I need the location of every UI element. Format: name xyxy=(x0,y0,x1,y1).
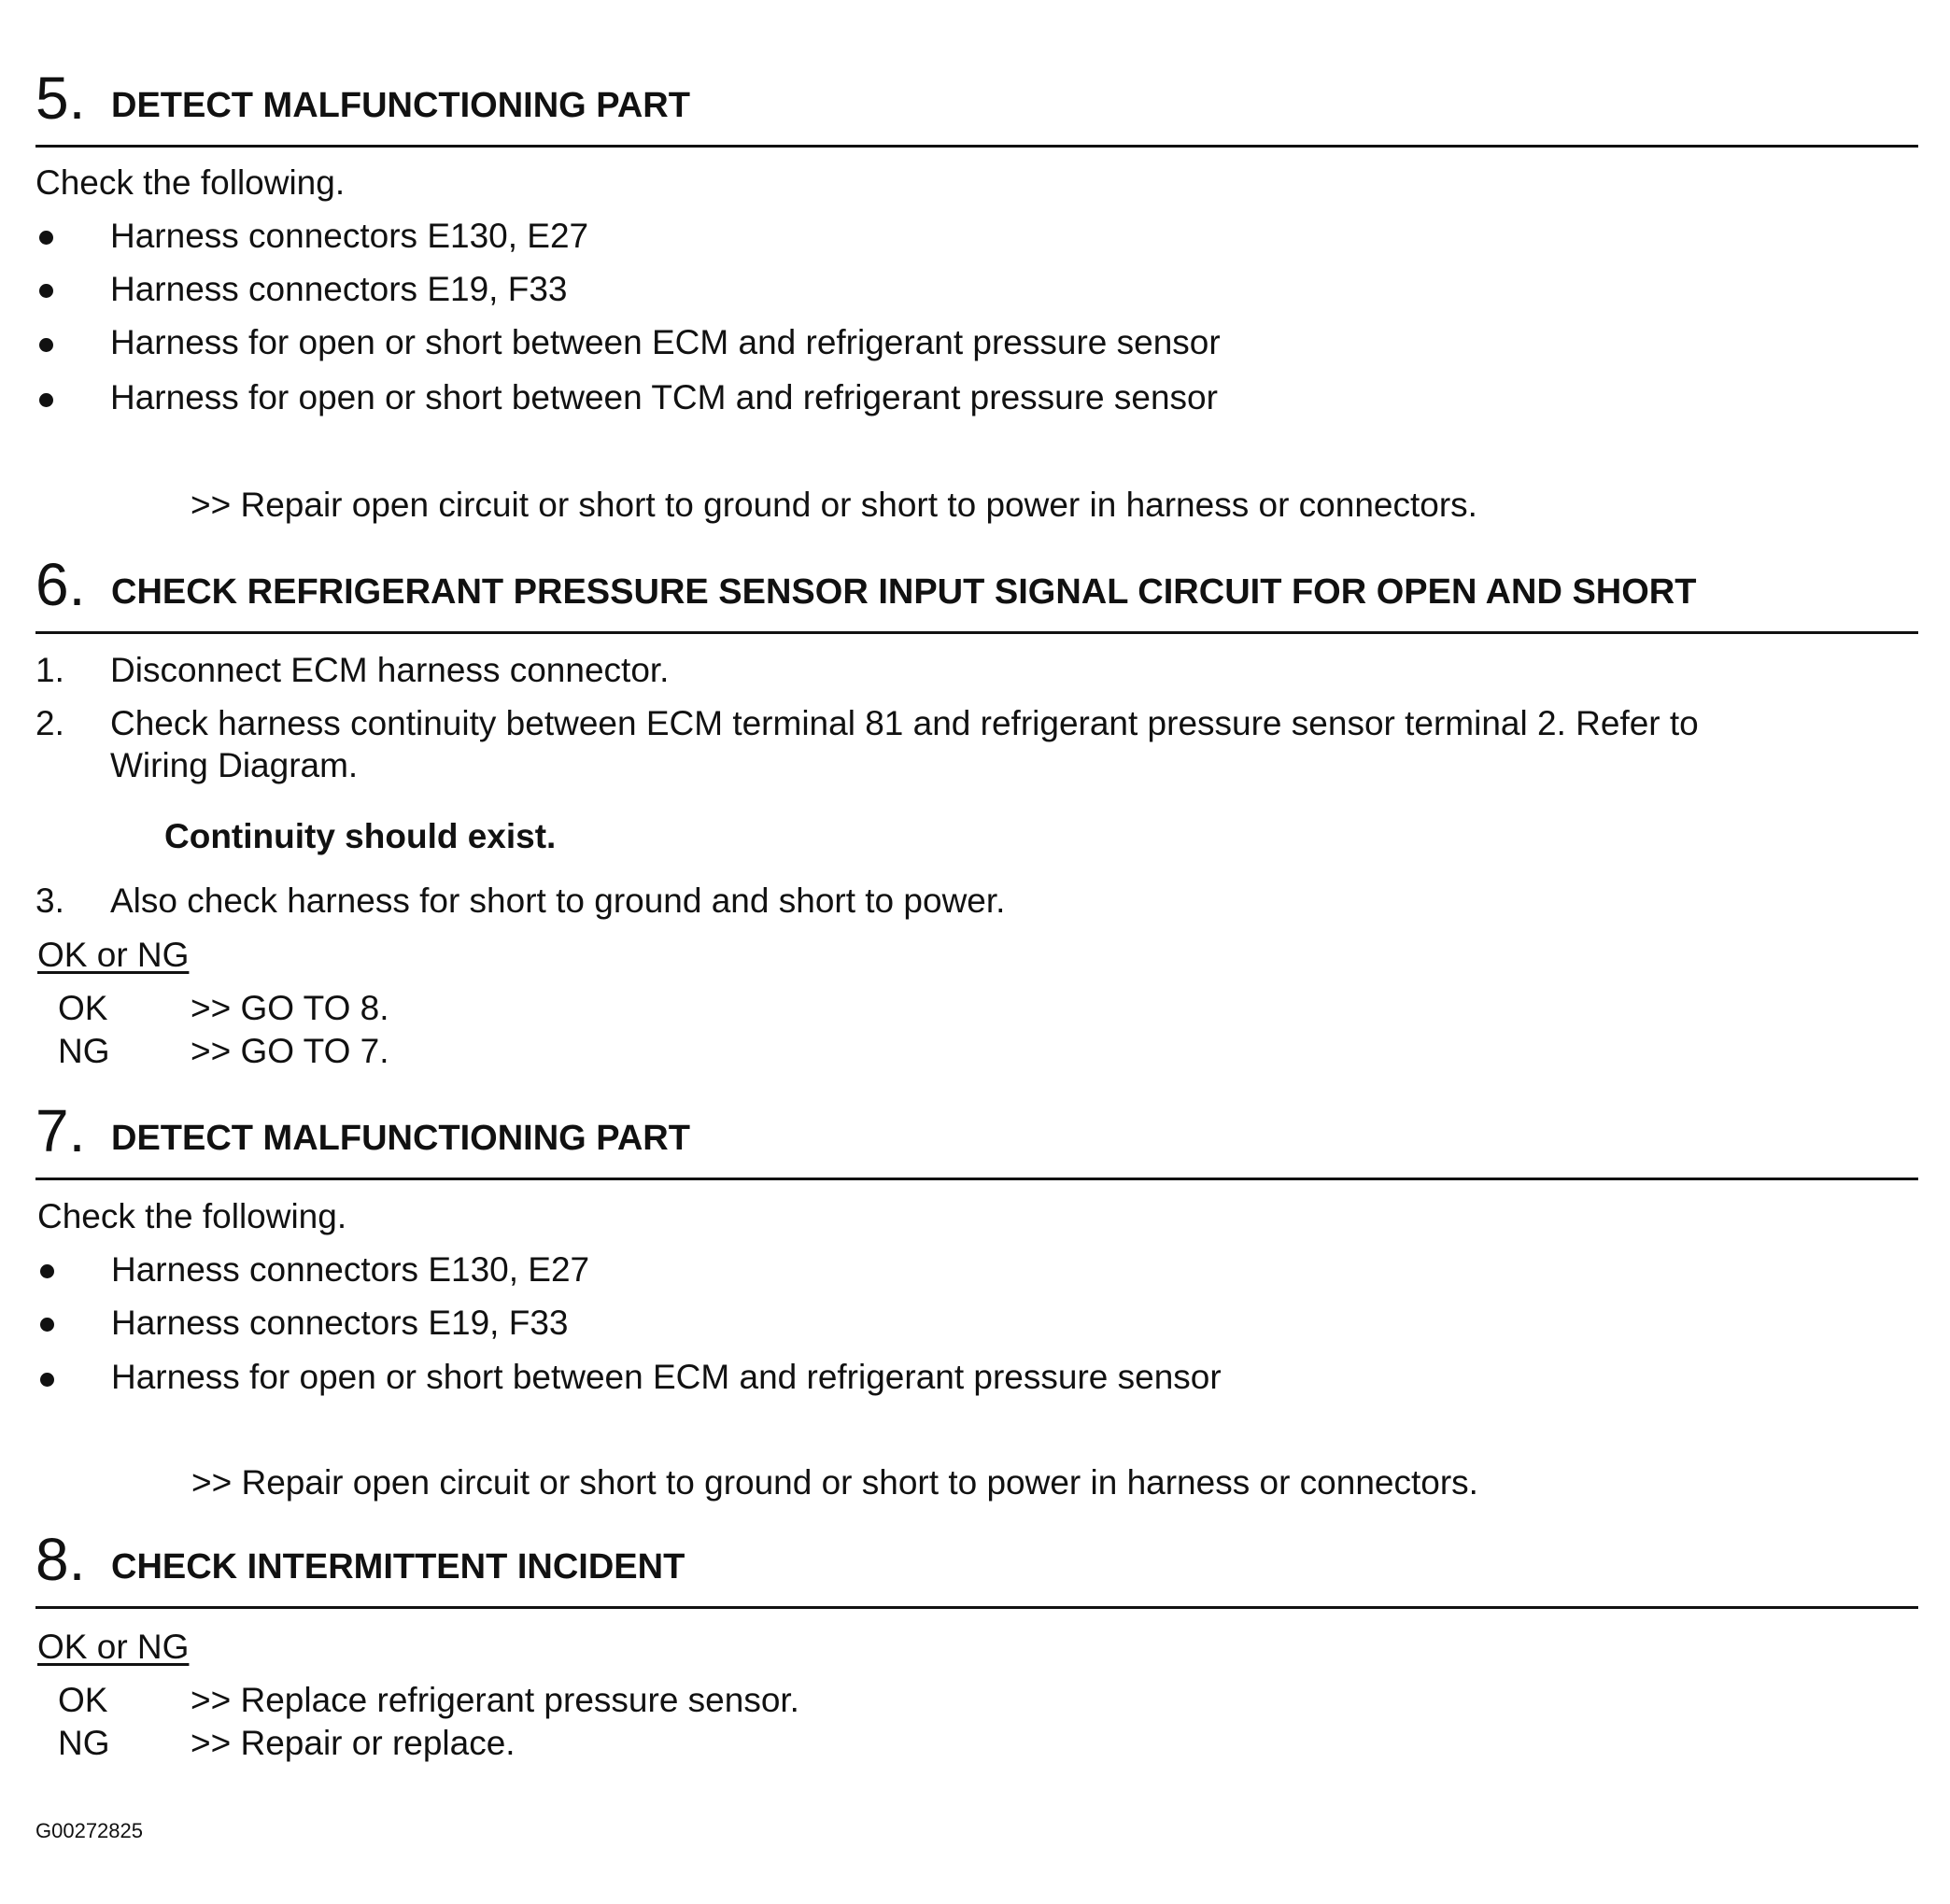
section-7-intro: Check the following. xyxy=(37,1197,347,1235)
section-6-header xyxy=(35,551,1918,634)
section-7-number: 7. xyxy=(35,1097,86,1164)
step-number: 2. xyxy=(35,704,64,742)
continuity-spec: Continuity should exist. xyxy=(164,817,557,855)
section-8-header xyxy=(35,1526,1918,1609)
figure-id: G00272825 xyxy=(35,1819,143,1842)
section-7-header xyxy=(35,1097,1918,1180)
section-5-bullet-4: Harness for open or short between TCM and refrigerant pressure sensor xyxy=(110,378,1218,416)
result-code-ok: OK xyxy=(58,1681,108,1719)
step-number: 1. xyxy=(35,651,64,689)
step-text-continued: Wiring Diagram. xyxy=(110,746,359,784)
section-5-number: 5. xyxy=(35,64,86,132)
section-6-number: 6. xyxy=(35,551,86,618)
result-code-ok: OK xyxy=(58,989,108,1027)
result-action-ng: >> GO TO 7. xyxy=(191,1032,389,1070)
section-5-header xyxy=(35,64,1918,148)
section-5-action: >> Repair open circuit or short to ground or short to power in harness or connectors. xyxy=(191,486,1477,524)
section-7-bullet-1: Harness connectors E130, E27 xyxy=(111,1250,590,1289)
section-7-bullet-2: Harness connectors E19, F33 xyxy=(111,1304,569,1342)
section-5-bullet-3: Harness for open or short between ECM and refrigerant pressure sensor xyxy=(110,323,1221,361)
result-action-ng: >> Repair or replace. xyxy=(191,1724,516,1762)
bullet-icon xyxy=(39,393,53,407)
bullet-icon xyxy=(40,1373,54,1387)
section-5-bullet-1: Harness connectors E130, E27 xyxy=(110,217,589,255)
bullet-icon xyxy=(39,284,53,298)
section-8-title: CHECK INTERMITTENT INCIDENT xyxy=(111,1547,685,1587)
ok-or-ng-label: OK or NG xyxy=(37,1628,190,1666)
section-5-intro: Check the following. xyxy=(35,163,346,202)
result-code-ng: NG xyxy=(58,1032,110,1070)
bullet-icon xyxy=(39,338,53,352)
result-code-ng: NG xyxy=(58,1724,110,1762)
section-7-action: >> Repair open circuit or short to ground or short to power in harness or connectors. xyxy=(191,1463,1478,1502)
section-7-bullet-3: Harness for open or short between ECM and refrigerant pressure sensor xyxy=(111,1358,1222,1396)
step-number: 3. xyxy=(35,881,64,920)
section-7-title: DETECT MALFUNCTIONING PART xyxy=(111,1119,690,1158)
section-6-title: CHECK REFRIGERANT PRESSURE SENSOR INPUT SIGNAL CIRCUIT FOR OPEN AND SHORT xyxy=(111,572,1697,612)
section-5-title: DETECT MALFUNCTIONING PART xyxy=(111,86,690,125)
result-action-ok: >> GO TO 8. xyxy=(191,989,389,1027)
bullet-icon xyxy=(40,1264,54,1278)
bullet-icon xyxy=(40,1318,54,1332)
section-8-number: 8. xyxy=(35,1526,86,1593)
step-text: Check harness continuity between ECM terminal 81 and refrigerant pressure sensor terminal 2. Refer to xyxy=(110,704,1699,742)
result-action-ok: >> Replace refrigerant pressure sensor. xyxy=(191,1681,799,1719)
bullet-icon xyxy=(39,231,53,245)
ok-or-ng-label: OK or NG xyxy=(37,936,190,974)
section-5-bullet-2: Harness connectors E19, F33 xyxy=(110,270,568,308)
step-text: Also check harness for short to ground and short to power. xyxy=(110,881,1006,920)
step-text: Disconnect ECM harness connector. xyxy=(110,651,670,689)
